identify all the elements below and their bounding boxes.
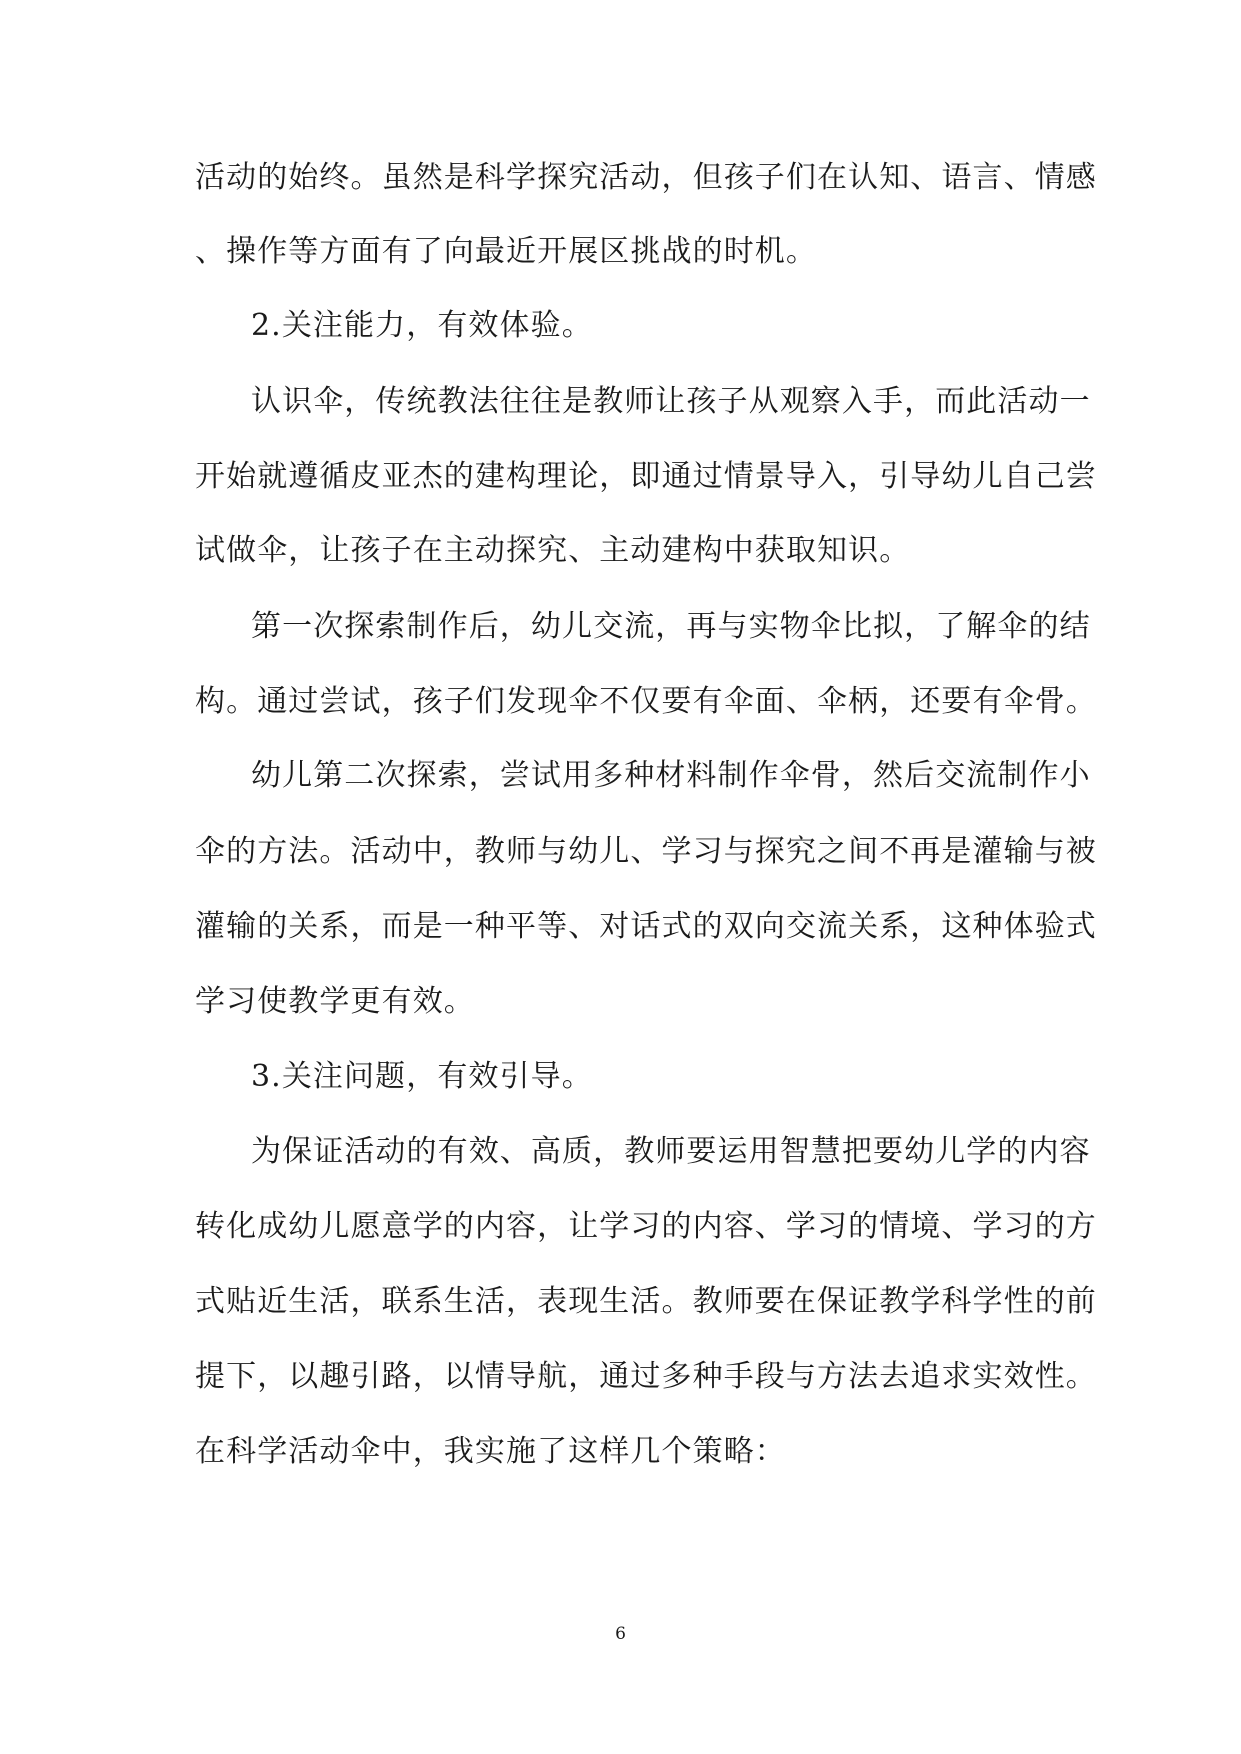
text-line: 伞的方法。活动中，教师与幼儿、学习与探究之间不再是灌输与被 <box>195 834 1097 869</box>
text-line: 灌输的关系，而是一种平等、对话式的双向交流关系，这种体验式 <box>195 909 1097 944</box>
text-line: 学习使教学更有效。 <box>195 984 475 1019</box>
text-line: 认识伞，传统教法往往是教师让孩子从观察入手，而此活动一 <box>251 384 1091 419</box>
section-heading: 2.关注能力，有效体验。 <box>251 308 593 343</box>
text-line: 提下，以趣引路，以情导航，通过多种手段与方法去追求实效性。 <box>195 1359 1097 1394</box>
text-line: 、操作等方面有了向最近开展区挑战的时机。 <box>195 234 817 269</box>
text-line: 试做伞，让孩子在主动探究、主动建构中获取知识。 <box>195 533 911 568</box>
section-heading: 3.关注问题，有效引导。 <box>251 1059 593 1094</box>
text-line: 开始就遵循皮亚杰的建构理论，即通过情景导入，引导幼儿自己尝 <box>195 459 1097 494</box>
text-line: 幼儿第二次探索，尝试用多种材料制作伞骨，然后交流制作小 <box>251 758 1091 793</box>
text-line: 为保证活动的有效、高质，教师要运用智慧把要幼儿学的内容 <box>251 1134 1091 1169</box>
text-line: 活动的始终。虽然是科学探究活动，但孩子们在认知、语言、情感 <box>195 160 1097 195</box>
text-line: 构。通过尝试，孩子们发现伞不仅要有伞面、伞柄，还要有伞骨。 <box>195 684 1097 719</box>
text-line: 转化成幼儿愿意学的内容，让学习的内容、学习的情境、学习的方 <box>195 1209 1097 1244</box>
text-line: 式贴近生活，联系生活，表现生活。教师要在保证教学科学性的前 <box>195 1284 1097 1319</box>
text-line: 第一次探索制作后，幼儿交流，再与实物伞比拟，了解伞的结 <box>251 609 1091 644</box>
page-number: 6 <box>615 1624 626 1644</box>
text-line: 在科学活动伞中，我实施了这样几个策略： <box>195 1434 786 1469</box>
